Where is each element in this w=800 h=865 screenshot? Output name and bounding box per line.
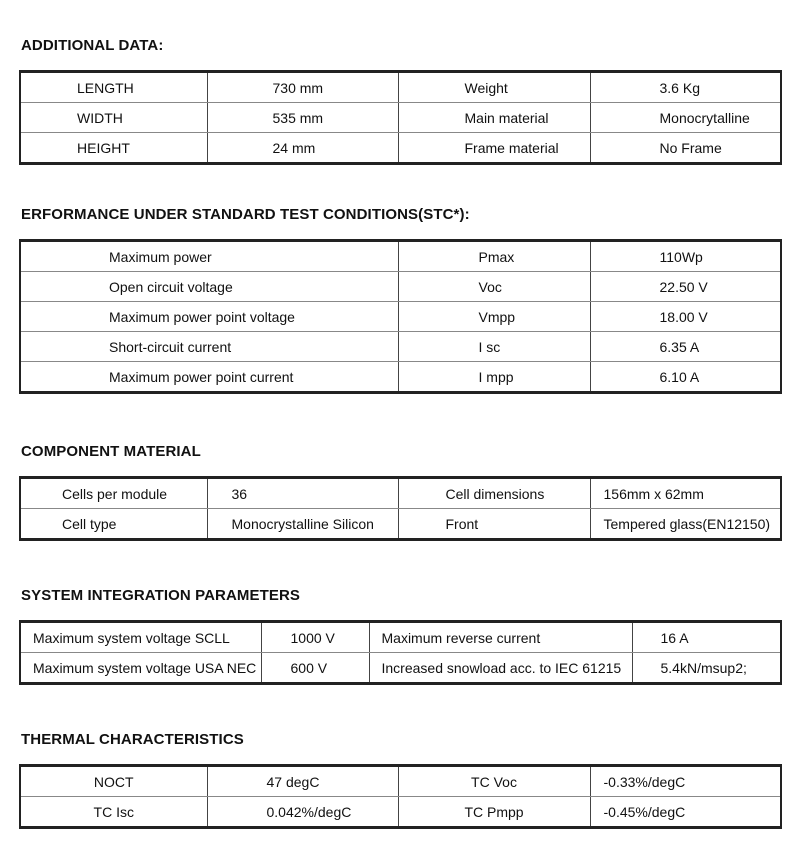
table-row (20, 133, 781, 164)
spec-value: 110Wp (590, 241, 781, 272)
spec-label: Maximum power point current (20, 362, 398, 393)
spec-label: TC Voc (398, 766, 590, 797)
spec-label: NOCT (20, 766, 207, 797)
spec-value: -0.33%/degC (590, 766, 781, 797)
spec-label: Maximum system voltage USA NEC (20, 653, 261, 684)
spec-label: Maximum system voltage SCLL (20, 622, 261, 653)
spec-value: 5.4kN/msup2; (632, 653, 781, 684)
table-row (20, 478, 781, 509)
spec-label: Cell dimensions (398, 478, 590, 509)
additional-data-table (19, 70, 782, 165)
table-row (20, 622, 781, 653)
spec-value: 36 (207, 478, 398, 509)
spec-symbol: Vmpp (398, 302, 590, 332)
spec-value: 0.042%/degC (207, 797, 398, 828)
spec-value: 22.50 V (590, 272, 781, 302)
spec-label: Main material (398, 103, 590, 133)
spec-value: 730 mm (207, 72, 398, 103)
spec-value: 24 mm (207, 133, 398, 164)
spec-value: 1000 V (261, 622, 369, 653)
table-row (20, 653, 781, 684)
spec-label: TC Isc (20, 797, 207, 828)
spec-value: 3.6 Kg (590, 72, 781, 103)
table-row (20, 272, 781, 302)
spec-label: Frame material (398, 133, 590, 164)
spec-label: Maximum power point voltage (20, 302, 398, 332)
spec-label: Maximum power (20, 241, 398, 272)
spec-value: 535 mm (207, 103, 398, 133)
spec-label: Open circuit voltage (20, 272, 398, 302)
table-row (20, 797, 781, 828)
thermal-characteristics-table (19, 764, 782, 829)
spec-label: Weight (398, 72, 590, 103)
spec-value: 18.00 V (590, 302, 781, 332)
table-row (20, 302, 781, 332)
spec-symbol: Pmax (398, 241, 590, 272)
spec-label: WIDTH (20, 103, 207, 133)
spec-label: Increased snowload acc. to IEC 61215 (369, 653, 632, 684)
stc-performance-heading: ERFORMANCE UNDER STANDARD TEST CONDITIONS(STC*): (21, 206, 470, 223)
spec-value: No Frame (590, 133, 781, 164)
spec-value: 6.10 A (590, 362, 781, 393)
component-material-table (19, 476, 782, 541)
spec-symbol: I sc (398, 332, 590, 362)
table-row (20, 362, 781, 393)
spec-value: 156mm x 62mm (590, 478, 781, 509)
system-integration-heading: SYSTEM INTEGRATION PARAMETERS (21, 587, 301, 604)
spec-value: 6.35 A (590, 332, 781, 362)
spec-label: HEIGHT (20, 133, 207, 164)
stc-performance-table (19, 239, 782, 394)
spec-value: 600 V (261, 653, 369, 684)
table-row (20, 103, 781, 133)
spec-symbol: Voc (398, 272, 590, 302)
spec-label: Maximum reverse current (369, 622, 632, 653)
spec-value: Monocrytalline (590, 103, 781, 133)
spec-label: Cells per module (20, 478, 207, 509)
spec-label: TC Pmpp (398, 797, 590, 828)
spec-label: Front (398, 509, 590, 540)
thermal-characteristics-heading: THERMAL CHARACTERISTICS (21, 731, 244, 748)
spec-value: Monocrystalline Silicon (207, 509, 398, 540)
spec-label: LENGTH (20, 72, 207, 103)
table-row (20, 72, 781, 103)
spec-symbol: I mpp (398, 362, 590, 393)
table-row (20, 509, 781, 540)
table-row (20, 241, 781, 272)
additional-data-heading: ADDITIONAL DATA: (21, 37, 164, 54)
table-row (20, 766, 781, 797)
spec-label: Short-circuit current (20, 332, 398, 362)
system-integration-table (19, 620, 782, 685)
spec-value: -0.45%/degC (590, 797, 781, 828)
spec-value: Tempered glass(EN12150) (590, 509, 781, 540)
spec-value: 16 A (632, 622, 781, 653)
table-row (20, 332, 781, 362)
spec-value: 47 degC (207, 766, 398, 797)
component-material-heading: COMPONENT MATERIAL (21, 443, 201, 460)
spec-label: Cell type (20, 509, 207, 540)
